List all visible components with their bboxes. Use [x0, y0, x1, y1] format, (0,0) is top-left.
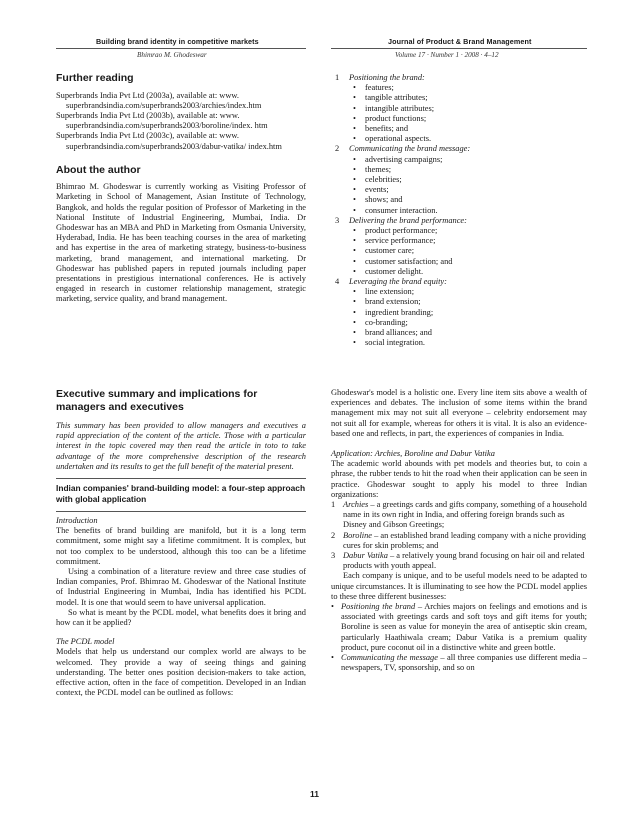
step-bullet-item: • celebrities; [349, 175, 587, 185]
running-header-volume: Volume 17 · Number 1 · 2008 · 4–12 [395, 51, 499, 59]
pcdl-model-list [331, 73, 587, 348]
company-name: Boroline [343, 530, 372, 540]
step-bullet-item: • customer satisfaction; and [349, 257, 587, 267]
step-title: Communicating the brand message: [349, 144, 471, 154]
step-bullet-item: • line extension; [349, 287, 587, 297]
step-bullet-item: • social integration. [349, 338, 587, 348]
running-header-left-title: Building brand identity in competitive markets [96, 37, 259, 46]
header-rule-right [331, 48, 587, 49]
introduction-paragraph-2: Using a combination of a literature review and three case studies of Indian companies, Prof. Bhimrao M. Ghodeswar of the National Institute of Industrial Engineering in Mumbai, India has identified his PCDL model. It is one that would seem to have universal application. [56, 567, 306, 607]
step-bullet-item: • service performance; [349, 236, 587, 246]
company-item [331, 500, 587, 531]
company-item [331, 531, 587, 551]
bullet-title: Positioning the brand [341, 602, 416, 612]
pcdl-step [331, 73, 587, 144]
company-number: 1 [331, 500, 336, 510]
company-name: Archies [343, 500, 369, 510]
reference-item: Superbrands India Pvt Ltd (2003b), available at: www. superbrandsindia.com/superbrands2003/boroline/index. htm [56, 110, 268, 131]
page-number: 11 [310, 789, 319, 799]
company-description: – a relatively young brand focusing on hair oil and related products with youth appeal. [343, 551, 585, 571]
step-bullet-item: • themes; [349, 165, 587, 175]
section-divider [56, 478, 306, 479]
running-header-journal: Journal of Product & Brand Management [388, 37, 532, 46]
application-label: Application: Archies, Boroline and Dabur Vatika [331, 449, 495, 459]
step-number: 4 [335, 277, 340, 287]
company-description: – a greetings cards and gifts company, something of a household name in its own right in India, and offering foreign brands such as Disney and Gibson Greetings; [343, 500, 587, 530]
introduction-label: Introduction [56, 516, 98, 526]
running-header-author: Bhimrao M. Ghodeswar [137, 51, 207, 59]
header-rule-left [56, 48, 306, 49]
about-author-heading: About the author [56, 163, 141, 176]
step-bullet-item: • intangible attributes; [349, 104, 587, 114]
company-description: – an established brand leading company with a niche providing cures for skin problems; and [343, 530, 586, 550]
step-number: 3 [335, 215, 340, 225]
right-column-bottom [331, 388, 587, 673]
article-subheading: Indian companies' brand-building model: a four-step approach with global application [56, 483, 306, 505]
step-bullet-item: • tangible attributes; [349, 93, 587, 103]
introduction-paragraph-1: The benefits of brand building are manifold, but it is a long term commitment, some might say a lifetime commitment. It is complex, but not too complex to be understood, although this too can be a lifetime commitment. [56, 526, 306, 566]
unique-paragraph: Each company is unique, and to be useful models need to be adapted to unique circumstances. It is illuminating to see how the PCDL model applies to these three different businesses: [331, 571, 587, 601]
company-item [331, 551, 587, 571]
section-divider [56, 511, 306, 512]
bullet-description: – Archies majors on feelings and emotions and is associated with greetings cards and soft toys and gift items for youth; Boroline is seen as value for moneyin the area of antiseptic skin cream, particularly Haathiwala cream; Dabur Vatika is a premium quality product, pure coconut oil in a distinctive white and green bottle. [341, 602, 587, 652]
bullet-description: – all three companies use different media – newspapers, TV, sponsorship, and so on [341, 653, 587, 673]
step-bullet-item: • shows; and [349, 195, 587, 205]
pcdl-step [331, 216, 587, 277]
left-column-top [56, 72, 306, 305]
company-number: 2 [331, 530, 336, 540]
left-column-bottom [56, 388, 306, 698]
further-reading-list [56, 91, 306, 152]
executive-summary-intro: This summary has been provided to allow managers and executives a rapid appreciation of the content of the article. Those with a particular interest in the topic covered may then read the article in toto to take advantage of the more comprehensive description of the research undertaken and its results to get the full benefit of the material present. [56, 421, 306, 471]
step-bullet-item: • consumer interaction. [349, 206, 587, 216]
step-bullet-item: • benefits; and [349, 124, 587, 134]
application-bullet [331, 653, 587, 673]
company-list [331, 500, 587, 571]
company-number: 3 [331, 551, 336, 561]
about-author-text: Bhimrao M. Ghodeswar is currently working as Visiting Professor of Marketing in School of Management, Asian Institute of Technology, Bangkok, and holds the regular position of Professor of Marketing in the National Institute of Industrial Engineering, Mumbai, India. Dr Ghodeswar has an MBA and PhD in Marketing from Osmania University, Hyderabad, India. He has been teaching courses in the area of marketing and has expertise in the area of marketing strategy, business-to-business marketing, brand management, and international marketing. Dr Ghodeswar has published papers in reputed journals including paper presentations in prestigious international conferences. He is actively engaged in research in customer relationship management, strategic marketing, service quality, and brand management. [56, 182, 306, 304]
bullet-title: Communicating the message [341, 653, 438, 663]
step-bullet-item: • brand alliances; and [349, 328, 587, 338]
pcdl-application-list [331, 602, 587, 673]
company-name: Dabur Vatika [343, 551, 388, 561]
application-paragraph: The academic world abounds with pet models and theories but, to coin a phrase, the rubber tends to hit the road when their application can be seen in practice. Ghodeswar sought to apply his model to three Indian organizations: [331, 459, 587, 499]
pcdl-model-label: The PCDL model [56, 637, 115, 647]
application-bullet [331, 602, 587, 653]
step-bullet-item: • product performance; [349, 226, 587, 236]
step-bullet-item: • advertising campaigns; [349, 155, 587, 165]
pcdl-step [331, 144, 587, 215]
step-bullet-item: • events; [349, 185, 587, 195]
step-bullet-item: • brand extension; [349, 297, 587, 307]
reference-item: Superbrands India Pvt Ltd (2003a), available at: www. superbrandsindia.com/superbrands2003/archies/index.htm [56, 90, 262, 110]
reference-item: Superbrands India Pvt Ltd (2003c), available at: www. superbrandsindia.com/superbrands2003/dabur-vatika/ index.htm [56, 131, 282, 151]
step-number: 1 [335, 73, 340, 82]
step-title: Positioning the brand: [349, 73, 425, 82]
step-bullet-item: • customer delight. [349, 267, 587, 277]
pcdl-model-paragraph: Models that help us understand our complex world are always to be welcomed. They provide a way of seeing things and gaining understanding. The better ones position decision-makers to take action, effective action, often in the face of competition. Developed in an Indian context, the PCDL model can be outlined as follows: [56, 647, 306, 698]
introduction-paragraph-3: So what is meant by the PCDL model, what benefits does it bring and how can it be applied? [56, 607, 306, 628]
step-bullet-item: • ingredient branding; [349, 308, 587, 318]
step-bullet-item: • features; [349, 83, 587, 93]
step-title: Delivering the brand performance: [349, 215, 467, 225]
step-bullet-item: • customer care; [349, 246, 587, 256]
step-number: 2 [335, 144, 340, 154]
step-bullet-item: • product functions; [349, 114, 587, 124]
step-bullet-item: • operational aspects. [349, 134, 587, 144]
further-reading-heading: Further reading [56, 72, 134, 84]
executive-summary-heading: Executive summary and implications for managers and executives [56, 388, 258, 413]
step-title: Leveraging the brand equity: [349, 277, 447, 287]
holistic-paragraph: Ghodeswar's model is a holistic one. Every line item sits above a wealth of experiences and debates. The inclusion of some items within the brand management mix may not suit all everyone – celebrity endorsement may not suit all for example, whereas for others it is vital. It is also an evidence-based one and reflects, in part, the experiences of companies in India. [331, 388, 587, 438]
step-bullet-item: • co-branding; [349, 318, 587, 328]
pcdl-step [331, 277, 587, 348]
